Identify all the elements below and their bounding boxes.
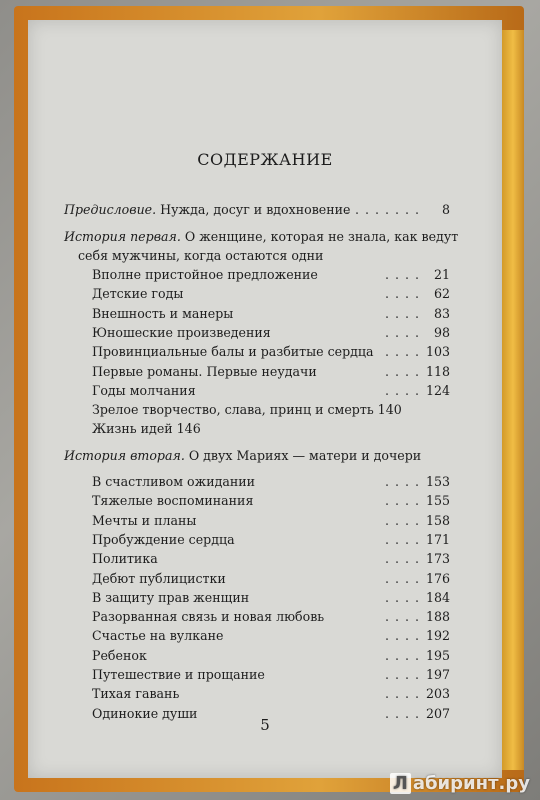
leader-dots: . . . .	[384, 512, 420, 528]
leader-dots: . . . .	[384, 286, 420, 302]
toc-entry	[92, 304, 450, 324]
toc-entry	[92, 646, 450, 666]
toc-entry-label: Путешествие и прощание	[92, 667, 265, 682]
leader-dots: . . . .	[384, 647, 420, 663]
toc-entry-label: Мечты и планы	[92, 512, 197, 528]
toc-entry	[92, 265, 450, 285]
preface-page: 8	[441, 202, 450, 217]
toc-entry-label: Пробуждение сердца	[92, 531, 235, 547]
cover-edge	[502, 30, 524, 770]
part1-extra2: Жизнь идей 146	[92, 421, 201, 436]
toc-entry-label: Одинокие души	[92, 705, 198, 721]
toc-entry-label: Детские годы	[92, 286, 184, 302]
toc-entry	[92, 549, 450, 569]
toc-entry-page: 118	[425, 363, 450, 379]
watermark-text: абиринт.ру	[412, 773, 530, 794]
toc-entry-label: Тяжелые воспоминания	[92, 493, 254, 509]
toc-entry	[92, 607, 450, 627]
toc-entry	[92, 472, 450, 492]
part1-line1: О женщине, которая не знала, как ведут	[180, 229, 459, 244]
part1-heading-line1	[64, 227, 458, 247]
watermark-badge: Л	[390, 773, 411, 794]
toc-entry-label: Дебют публицистки	[92, 570, 226, 586]
toc-entry	[92, 569, 450, 589]
part1-italic: История первая.	[64, 229, 181, 244]
leader-dots: . . . .	[384, 531, 420, 547]
toc-entry-page: 197	[425, 667, 450, 682]
toc-entry-page: 195	[425, 647, 450, 663]
toc-entry-page: 103	[425, 344, 450, 360]
part1-extra1: Зрелое творчество, слава, принц и смерть 140	[92, 402, 402, 417]
toc-entry-page: 62	[433, 286, 450, 302]
part2-heading	[64, 446, 421, 466]
page-title: СОДЕРЖАНИЕ	[197, 150, 333, 169]
toc-entry-label: В защиту прав женщин	[92, 589, 250, 605]
toc-entry	[92, 284, 450, 304]
toc-entry	[92, 684, 450, 704]
toc-entry-label: Вполне пристойное предложение	[92, 267, 318, 282]
leader-dots: . . . .	[384, 493, 420, 509]
leader-dots: . . . .	[384, 609, 420, 625]
toc-entry-page: 153	[425, 474, 450, 489]
toc-entry-page: 158	[425, 512, 450, 528]
page-number: 5	[260, 716, 270, 734]
leader-dots: . . . .	[384, 344, 420, 360]
watermark-logo	[390, 773, 530, 794]
preface-text: Нужда, досуг и вдохновение	[156, 202, 351, 217]
toc-entry-page: 21	[433, 267, 450, 282]
toc-entry-label: Тихая гавань	[92, 686, 180, 702]
leader-dots: . . . .	[384, 363, 420, 379]
toc-entry	[92, 511, 450, 531]
toc-entry-label: Провинциальные балы и разбитые сердца	[92, 344, 374, 360]
toc-entry	[92, 362, 450, 382]
toc-entry	[92, 381, 450, 401]
leader-dots: . . . .	[384, 551, 420, 567]
leader-dots: . . . .	[384, 705, 420, 721]
part1-heading-line2: себя мужчины, когда остаются одни	[78, 248, 324, 263]
part2-italic: История вторая.	[64, 448, 185, 463]
toc-entry-label: В счастливом ожидании	[92, 474, 256, 489]
toc-entry-label: Годы молчания	[92, 382, 196, 398]
toc-entry	[92, 626, 450, 646]
toc-entry-label: Счастье на вулкане	[92, 628, 224, 644]
toc-entry	[92, 588, 450, 608]
leader-dots: . . . .	[384, 570, 420, 586]
leader-dots: . . . .	[384, 474, 420, 489]
toc-entry-page: 207	[425, 705, 450, 721]
leader-dots: . . . .	[384, 267, 420, 282]
leader-dots: . . . .	[384, 324, 420, 340]
toc-entry	[92, 323, 450, 343]
leader-dots: . . . .	[384, 628, 420, 644]
toc-entry-label: Юношеские произведения	[92, 324, 271, 340]
toc-entry-page: 184	[425, 589, 450, 605]
leader-dots: . . . .	[384, 382, 420, 398]
toc-entry-label: Разорванная связь и новая любовь	[92, 609, 325, 625]
leader-dots: . . . .	[384, 667, 420, 682]
toc-entry-page: 98	[433, 324, 450, 340]
toc-entry-label: Внешность и манеры	[92, 305, 234, 321]
toc-entry-label: Первые романы. Первые неудачи	[92, 363, 317, 379]
leader-dots: . . . . . . . .	[344, 202, 420, 217]
leader-dots: . . . .	[384, 305, 420, 321]
toc-entry-page: 173	[425, 551, 450, 567]
toc-entry-label: Ребенок	[92, 647, 147, 663]
toc-entry	[92, 530, 450, 550]
toc-entry-page: 188	[425, 609, 450, 625]
toc-entry-page: 203	[425, 686, 450, 702]
toc-entry-page: 192	[425, 628, 450, 644]
toc-entry-preface	[64, 200, 450, 220]
toc-entry-page: 124	[425, 382, 450, 398]
part2-text: О двух Мариях — матери и дочери	[184, 448, 422, 463]
toc-entry-page: 176	[425, 570, 450, 586]
toc-entry	[92, 665, 450, 685]
toc-entry-page: 155	[425, 493, 450, 509]
leader-dots: . . . .	[384, 686, 420, 702]
leader-dots: . . . .	[384, 589, 420, 605]
toc-entry-page: 171	[425, 531, 450, 547]
toc-entry	[92, 491, 450, 511]
toc-entry-label: Политика	[92, 551, 158, 567]
preface-italic: Предисловие.	[64, 202, 157, 217]
toc-entry-page: 83	[433, 305, 450, 321]
toc-entry	[92, 342, 450, 362]
book-page	[28, 20, 502, 778]
